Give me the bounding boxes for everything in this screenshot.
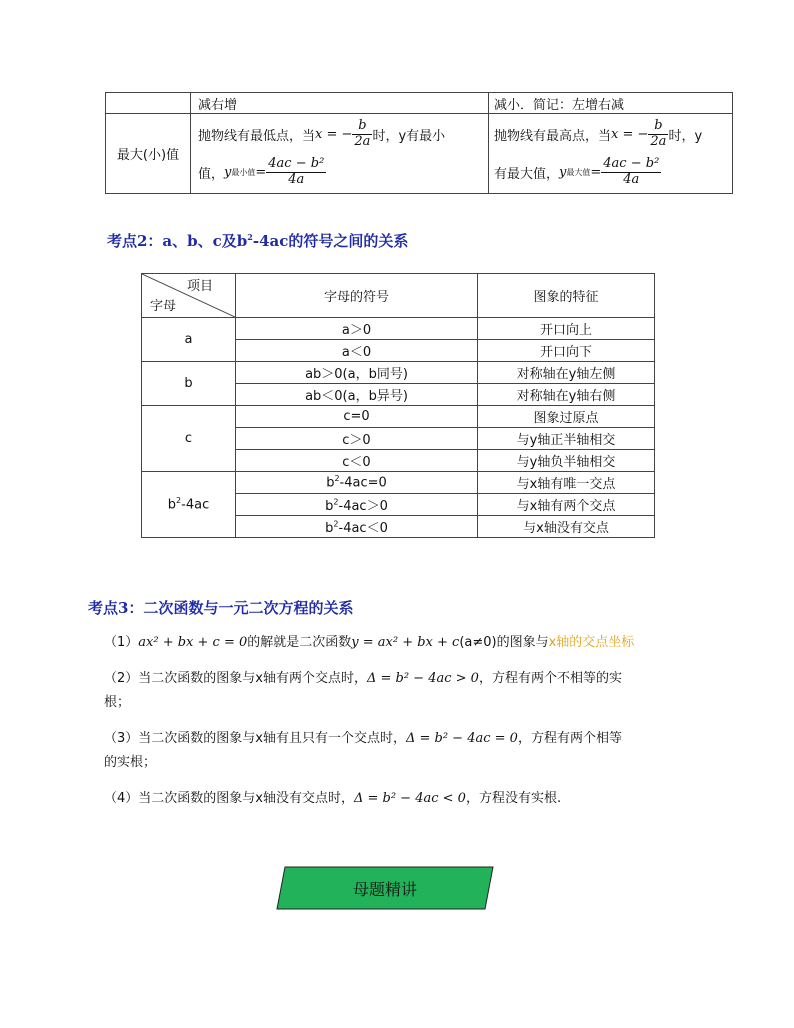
header-item: 项目 [186,279,213,294]
feature-cell: 对称轴在y轴左侧 [478,362,655,384]
frac-num: 4ac − b² [603,156,660,172]
sign-cell: ab＜0(a，b异号) [236,384,478,406]
cell-min-trend: 减右增 [191,93,489,114]
sign-cell: $b^2-4ac<0$ [236,516,478,538]
feature-cell: 图象过原点 [478,406,655,428]
letter-discriminant: $b^2-4ac$ [142,472,236,538]
cell-maximum [489,114,733,194]
frac-num: b [648,119,668,135]
x-eq: x = − [611,127,649,142]
max-text2: 时，y [668,129,703,144]
max-text3: 有最大值， [494,167,560,182]
frac-den: 4a [288,172,305,187]
cell-max-trend: 减小．简记：左增右减 [489,93,733,114]
item-4: （4）当二次函数的图象与x轴没有交点时，Δ = b² − 4ac < 0，方程没有实根. [104,791,562,806]
sign-cell: c＞0 [236,428,478,450]
section-banner [276,866,494,910]
y-symbol: y [224,165,232,180]
feature-cell: 开口向上 [478,318,655,340]
letter-c: c [142,406,236,472]
diagonal-header-cell [142,274,236,318]
feature-cell: 对称轴在y轴右侧 [478,384,655,406]
header-letter: 字母 [150,299,177,314]
sign-cell: c=0 [236,406,478,428]
min-text1: 抛物线有最低点，当 [198,129,316,144]
frac-den: 2a [354,134,371,149]
sign-cell: $b^2-4ac=0$ [236,472,478,494]
header-feature: 图象的特征 [478,274,655,318]
extrema-table [105,92,733,194]
sign-cell: a＞0 [236,318,478,340]
feature-cell: 与x轴有唯一交点 [478,472,655,494]
heading-kaodian2: 考点2：a、b、c及$b^2-4ac$的符号之间的关系 [107,232,409,250]
frac-num: b [352,119,372,135]
heading-kaodian3: 考点3：二次函数与一元二次方程的关系 [88,599,354,617]
item-1: （1）ax² + bx + c = 0的解就是二次函数y = ax² + bx + c(a≠0)的图象与x轴的交点坐标 [104,635,635,650]
header-sign: 字母的符号 [236,274,478,318]
sign-cell: ab＞0(a，b同号) [236,362,478,384]
equals: = [590,165,602,180]
highlight-text: x轴的交点坐标 [548,635,635,650]
equals: = [255,165,267,180]
item-3: （3）当二次函数的图象与x轴有且只有一个交点时，Δ = b² − 4ac = 0，方程有两个相等 的实根； [104,731,622,770]
cell-empty [106,93,191,114]
feature-cell: 开口向下 [478,340,655,362]
frac-num: 4ac − b² [268,156,325,172]
feature-cell: 与x轴没有交点 [478,516,655,538]
x-eq: x = − [315,127,353,142]
y-sub-max: 最大值 [566,168,591,177]
frac-den: 2a [650,134,667,149]
item-2: （2）当二次函数的图象与x轴有两个交点时，Δ = b² − 4ac > 0，方程有两个不相等的实 根； [104,671,622,710]
sign-cell: c＜0 [236,450,478,472]
cell-extrema-label: 最大(小)值 [106,114,191,194]
max-text1: 抛物线有最高点，当 [494,129,612,144]
min-text3: 值， [198,167,225,182]
frac-den: 4a [623,172,640,187]
cell-minimum [191,114,489,194]
sign-relation-table [141,273,655,538]
feature-cell: 与y轴负半轴相交 [478,450,655,472]
feature-cell: 与y轴正半轴相交 [478,428,655,450]
letter-b: b [142,362,236,406]
min-text2: 时，y有最小 [372,129,446,144]
y-symbol: y [559,165,567,180]
banner-label: 母题精讲 [352,879,417,899]
sign-cell: a＜0 [236,340,478,362]
letter-a: a [142,318,236,362]
y-sub-min: 最小值 [231,168,256,177]
feature-cell: 与x轴有两个交点 [478,494,655,516]
sign-cell: $b^2-4ac>0$ [236,494,478,516]
